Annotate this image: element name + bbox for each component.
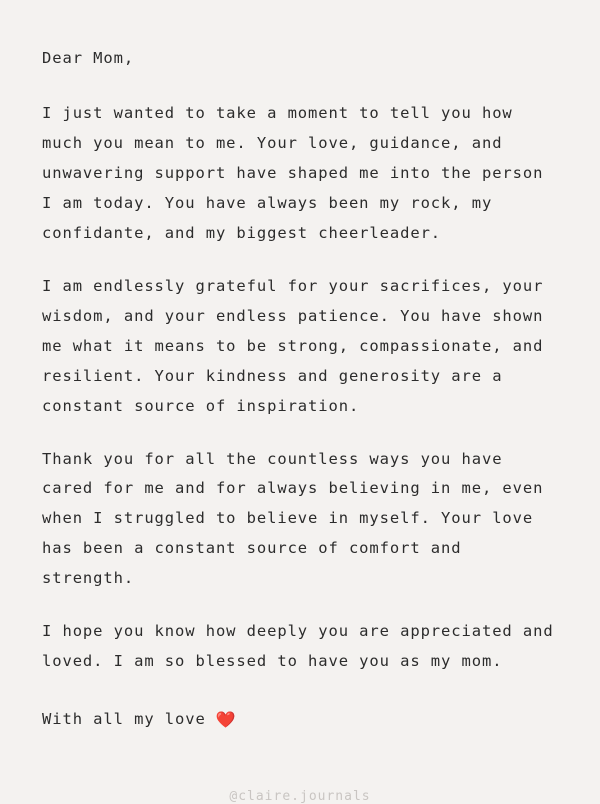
letter-closing-text: With all my love <box>42 709 206 728</box>
red-heart-icon: ❤️ <box>215 709 237 729</box>
letter-paragraph-2: I am endlessly grateful for your sacrifices, your wisdom, and your endless patience. You have shown me what it means to be strong, compassionate, and resilient. Your kindness and generosity are a constant source of inspiration. <box>42 276 554 415</box>
watermark-handle: @claire.journals <box>229 789 371 804</box>
letter-paragraph-3: Thank you for all the countless ways you have cared for me and for always believing in me, even when I struggled to believe in myself. Your love has been a constant source of comfort and strength. <box>42 449 554 588</box>
letter-paragraph-1: I just wanted to take a moment to tell you how much you mean to me. Your love, guidance, and unwavering support have shaped me into the person I am today. You have always been my rock, my confidante, and my biggest cheerleader. <box>42 104 554 243</box>
letter-salutation: Dear Mom, <box>42 49 135 67</box>
letter-closing <box>42 705 558 734</box>
letter-paragraph-4: I hope you know how deeply you are appreciated and loved. I am so blessed to have you as my mom. <box>42 622 564 670</box>
